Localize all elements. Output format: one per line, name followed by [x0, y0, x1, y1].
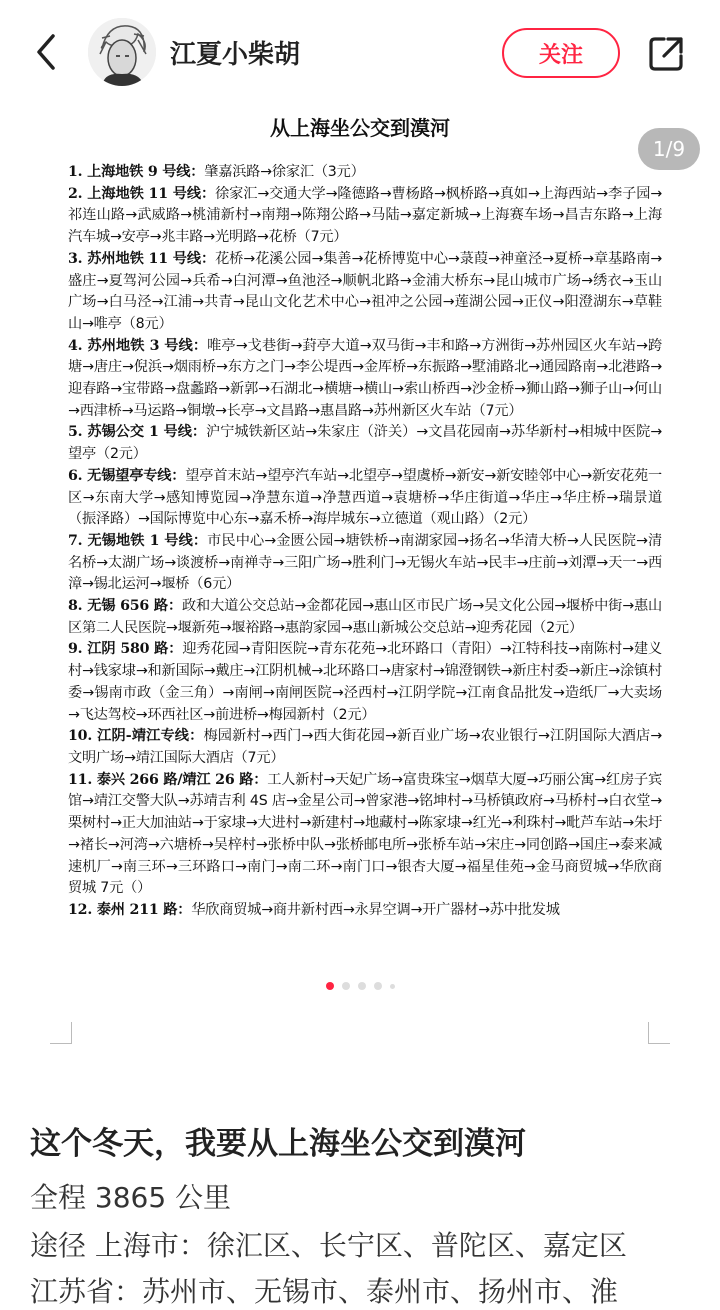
carousel-dot-active	[326, 982, 334, 990]
route-heading: 12. 泰州 211 路：	[68, 901, 192, 918]
route-heading: 9. 江阴 580 路：	[68, 641, 183, 658]
back-button[interactable]	[22, 28, 70, 76]
route-stops: 徐家汇→交通大学→隆德路→曹杨路→枫桥路→真如→上海西站→李子园→祁连山路→武威路→桃浦新村→南翔→陈翔公路→马陆→嘉定新城→上海赛车场→昌吉东路→上海汽车城→安亭→兆丰路→光明路→花桥（7元）	[68, 185, 662, 246]
route-stops: 唯亭→戈巷街→葑亭大道→双马街→丰和路→方洲街→苏州园区火车站→跨塘→唐庄→倪浜→烟雨桥→东方之门→李公堤西→金厍桥→东振路→墅浦路北→通园路南→北港路→迎春路→宝带路→盘蠡路→新郭→石湖北→横塘→横山→索山桥西→沙金桥→狮山路→狮子山→何山→西津桥→马运路→铜墩→长亭→文昌路→惠昌路→苏州新区火车站（7元）	[68, 337, 662, 419]
route-item	[68, 184, 662, 249]
chevron-left-icon	[31, 32, 61, 72]
route-item	[68, 596, 662, 639]
post-text-line: 江苏省：苏州市、无锡市、泰州市、扬州市、淮	[30, 1275, 619, 1308]
avatar[interactable]	[88, 18, 156, 86]
post-text-line: 全程 3865 公里	[30, 1181, 232, 1214]
carousel-dot	[358, 982, 366, 990]
route-item	[68, 249, 662, 336]
route-heading: 1. 上海地铁 9 号线：	[68, 164, 205, 180]
route-heading: 6. 无锡望亭专线：	[68, 467, 186, 484]
top-bar	[0, 0, 720, 104]
route-item	[68, 162, 662, 184]
route-stops: 工人新村→天妃广场→富贵珠宝→烟草大厦→巧丽公寓→红房子宾馆→靖江交警大队→苏靖吉利 4S 店→金星公司→曾家港→铭坤村→马桥镇政府→马桥村→白衣堂→栗树村→正大加油站→于家埭→大进村→新建村→地藏村→陈家埭→红光→利珠村→毗芦车站→朱圩→褚长→河湾→六塘桥→吴梓村→张桥中队→张桥邮电所→张桥车站→宋庄→同创路→国庄→泰来减速机厂→南三环→三环路口→南门→南二环→南门口→银杏大厦→福星佳苑→金马商贸城→华欣商贸城 7元（）	[68, 771, 662, 897]
document-image	[50, 104, 670, 1064]
route-stops: 花桥→花溪公园→集善→花桥博览中心→菉葭→神童泾→夏桥→章基路南→盛庄→夏驾河公园→兵希→白河潭→鱼池泾→顺帆北路→金浦大桥东→昆山城市广场→绣衣→玉山广场→白马泾→江浦→共青→昆山文化艺术中心→祖冲之公园→莲湖公园→正仪→阳澄湖东→草鞋山→唯亭（8元）	[68, 250, 662, 332]
route-item	[68, 422, 662, 465]
route-stops: 沪宁城铁新区站→朱家庄（浒关）→文昌花园南→苏华新村→相城中医院→望亭（2元）	[68, 424, 662, 463]
route-list	[68, 162, 662, 922]
route-heading: 4. 苏州地铁 3 号线：	[68, 337, 208, 354]
document-title: 从上海坐公交到漠河	[270, 116, 450, 140]
route-heading: 8. 无锡 656 路：	[68, 598, 182, 615]
carousel-dot	[390, 984, 395, 989]
image-carousel[interactable]	[0, 104, 720, 1076]
route-heading: 10. 江阴-靖江专线：	[68, 728, 204, 745]
route-item	[68, 531, 662, 596]
share-icon	[646, 34, 686, 74]
post-text-line: 途径 上海市：徐汇区、长宁区、普陀区、嘉定区	[30, 1229, 627, 1262]
route-item	[68, 466, 662, 531]
route-item	[68, 770, 662, 900]
post-title: 这个冬天，我要从上海坐公交到漠河	[30, 1126, 526, 1162]
avatar-image	[88, 18, 156, 86]
route-stops: 政和大道公交总站→金都花园→惠山区市民广场→吴文化公园→堰桥中街→惠山区第二人民医院→堰新苑→堰裕路→惠韵家园→惠山新城公交总站→迎秀花园（2元）	[68, 598, 662, 636]
route-heading: 7. 无锡地铁 1 号线：	[68, 532, 208, 549]
route-stops: 望亭首末站→望亭汽车站→北望亭→望虞桥→新安→新安睦邻中心→新安花苑一区→东南大学→感知博览园→净慧东道→净慧西道→袁塘桥→华庄街道→华庄→华庄桥→瑞景道（振泽路）→国际博览中心东→嘉禾桥→海岸城东→立德道（观山路）（2元）	[68, 467, 662, 528]
route-item	[68, 336, 662, 423]
route-heading: 3. 苏州地铁 11 号线：	[68, 250, 216, 267]
route-item	[68, 639, 662, 726]
page-corner-left	[50, 1022, 72, 1044]
route-stops: 肇嘉浜路→徐家汇（3元）	[204, 164, 365, 180]
page-corner-right	[648, 1022, 670, 1044]
carousel-dot	[374, 982, 382, 990]
route-item	[68, 726, 662, 769]
carousel-indicator	[0, 978, 720, 994]
route-item	[68, 900, 662, 922]
route-stops: 迎秀花园→青阳医院→青东花苑→北环路口（青阳）→江特科技→南陈村→建义村→钱家埭→和新国际→戴庄→江阴机械→北环路口→唐家村→锦澄钢铁→新庄村委→新庄→涂镇村委→锡南市政（金三角）→南闸→南闸医院→泾西村→江阴学院→江南食品批发→造纸厂→大卖场→飞达驾校→环西社区→前进桥→梅园新村（2元）	[68, 641, 662, 723]
author-name[interactable]: 江夏小柴胡	[170, 40, 301, 70]
carousel-dot	[342, 982, 350, 990]
route-stops: 梅园新村→西门→西大街花园→新百业广场→农业银行→江阴国际大酒店→文明广场→靖江国际大酒店（7元）	[68, 728, 662, 766]
route-stops: 市民中心→金匮公园→塘铁桥→南湖家园→扬名→华清大桥→人民医院→清名桥→太湖广场→谈渡桥→南禅寺→三阳广场→胜利门→无锡火车站→民丰→庄前→刘潭→天一→西漳→锡北运河→堰桥（6元）	[68, 532, 662, 593]
follow-button[interactable]: 关注	[502, 28, 620, 78]
share-button[interactable]	[642, 30, 690, 78]
route-stops: 华欣商贸城→商井新村西→永昇空调→开广器材→苏中批发城	[191, 901, 560, 918]
route-heading: 11. 泰兴 266 路/靖江 26 路：	[68, 771, 268, 788]
route-heading: 2. 上海地铁 11 号线：	[68, 185, 216, 202]
route-heading: 5. 苏锡公交 1 号线：	[68, 424, 207, 441]
page-counter: 1/9	[638, 128, 700, 170]
